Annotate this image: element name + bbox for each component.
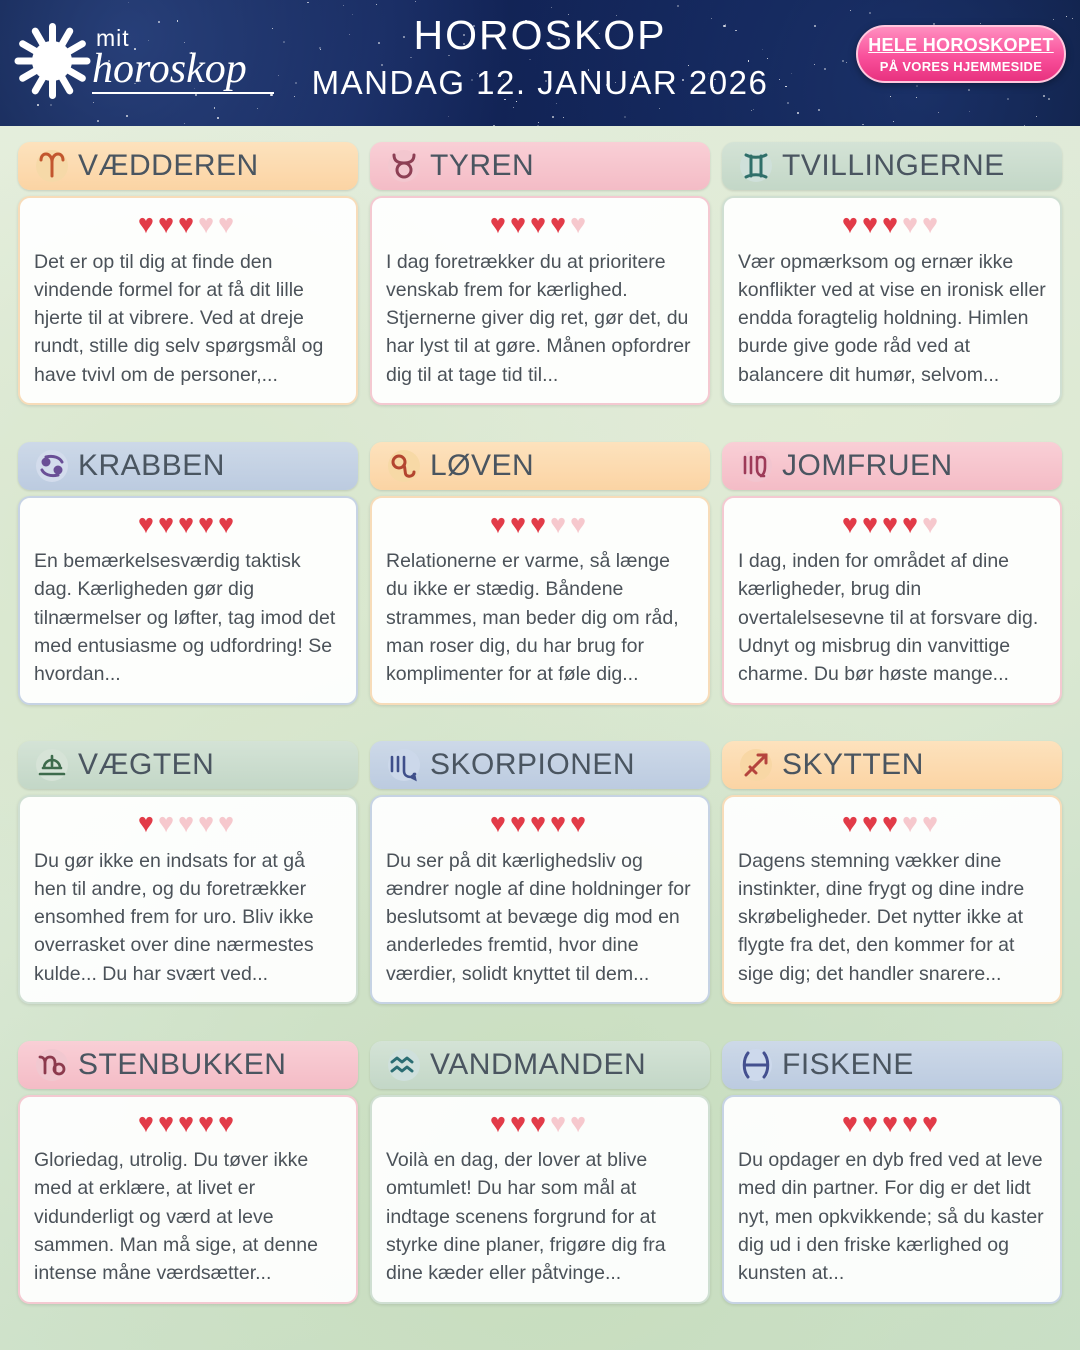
cta-line-2: PÅ VORES HJEMMESIDE: [879, 59, 1043, 74]
page-date: MANDAG 12. JANUAR 2026: [311, 64, 769, 101]
zodiac-card[interactable]: [722, 741, 1062, 1037]
aquarius-icon: [384, 1046, 424, 1084]
zodiac-card-body: [18, 496, 358, 705]
horoscope-text: I dag foretrækker du at prioritere venskab frem for kærlighed. Stjernerne giver dig ret, gør det, du har lyst til at gøre. Månen opfordrer dig til at tage tid til...: [386, 250, 691, 386]
sagittarius-icon: [736, 746, 776, 784]
page-header: [0, 0, 1080, 126]
zodiac-card-body: [722, 496, 1062, 705]
love-rating: ♥♥♥♥♥: [137, 808, 239, 838]
horoscope-text: Gloriedag, utrolig. Du tøver ikke med at erklære, at livet er vidunderligt og værd at leve sammen. Man må sige, at denne intense måne værdsætter...: [34, 1149, 318, 1285]
zodiac-sign-name: FISKENE: [782, 1047, 914, 1081]
pisces-icon: [736, 1046, 776, 1084]
zodiac-sign-name: TYREN: [430, 149, 535, 182]
logo-line-2: horoskop: [92, 46, 247, 92]
libra-icon: [32, 746, 72, 784]
horoscope-text: Du ser på dit kærlighedsliv og ændrer nogle af dine holdninger for beslutsomt at bevæge dig mod en anderledes fremtid, hvor dine værdier, solidt knyttet til dem...: [386, 849, 691, 985]
zodiac-sign-name: LØVEN: [430, 448, 535, 482]
zodiac-sign-name: SKYTTEN: [782, 748, 924, 781]
love-rating: ♥♥♥♥♥: [841, 508, 943, 539]
zodiac-card-header[interactable]: [370, 741, 710, 789]
zodiac-card[interactable]: [18, 142, 358, 438]
zodiac-card-body: [370, 196, 710, 405]
zodiac-grid: [0, 126, 1080, 1350]
horoscope-text: Dagens stemning vækker dine instinkter, dine frygt og dine indre skrøbeligheder. Det nytter ikke at flygte fra det, den kommer for at sige dig; det handler snarere...: [738, 849, 1025, 985]
leo-icon: [384, 447, 424, 485]
horoscope-text: Relationerne er varme, så længe du ikke er stædig. Båndene strammes, man beder dig om råd, man roser dig, du har brug for komplimenter for at føle dig...: [386, 550, 679, 686]
zodiac-card-header[interactable]: [722, 142, 1062, 190]
cancer-icon: [32, 447, 72, 485]
love-rating: ♥♥♥♥♥: [841, 1107, 943, 1138]
zodiac-card-body: [370, 795, 710, 1004]
zodiac-card-header[interactable]: [18, 741, 358, 789]
zodiac-card[interactable]: [370, 741, 710, 1037]
zodiac-card[interactable]: [722, 1041, 1062, 1337]
zodiac-card-body: [370, 1095, 710, 1304]
horoscope-text: Voilà en dag, der lover at blive omtumlet! Du har som mål at indtage scenens forgrund for at styrke dine planer, frigøre dig fra dine kæder eller påtvinge...: [386, 1149, 666, 1285]
taurus-icon: [384, 147, 424, 185]
horoscope-text: En bemærkelsesværdig taktisk dag. Kærligheden gør dig tilnærmelser og løfter, tag imod det med entusiasme og udfordring! Se hvordan...: [34, 550, 336, 686]
zodiac-card-header[interactable]: [722, 741, 1062, 789]
capricorn-icon: [32, 1046, 72, 1084]
zodiac-card[interactable]: [370, 442, 710, 738]
zodiac-card-header[interactable]: [722, 1041, 1062, 1089]
horoscope-text: I dag, inden for området af dine kærligheder, brug din overtalelsesevne til at forsvare dig. Udnyt og misbrug din vanvittige charme. Du bør høste mange...: [738, 550, 1039, 686]
zodiac-card-body: [18, 795, 358, 1004]
zodiac-sign-name: SKORPIONEN: [430, 748, 636, 781]
cta-line-1: HELE HOROSKOPET: [868, 35, 1054, 55]
horoscope-text: Vær opmærksom og ernær ikke konflikter ved at vise en ironisk eller endda foragtelig holdning. Himlen burde give gode råd ved at balancere dit humør, selvom...: [738, 250, 1046, 386]
horoscope-text: Du opdager en dyb fred ved at leve med din partner. For dig er det lidt nyt, men opkvikkende; så du kaster dig ud i den friske kærlighed og kunsten at...: [738, 1149, 1044, 1285]
zodiac-card[interactable]: [722, 442, 1062, 738]
love-rating: ♥♥♥♥♥: [489, 209, 591, 239]
zodiac-card[interactable]: [370, 1041, 710, 1337]
zodiac-sign-name: VANDMANDEN: [430, 1047, 647, 1081]
zodiac-sign-name: TVILLINGERNE: [782, 149, 1005, 182]
zodiac-card-body: [18, 1095, 358, 1304]
love-rating: ♥♥♥♥♥: [137, 209, 239, 239]
zodiac-sign-name: VÆDDEREN: [78, 149, 259, 182]
cta-button[interactable]: [856, 25, 1066, 83]
horoscope-text: Du gør ikke en indsats for at gå hen til andre, og du foretrækker ensomhed frem for uro. Bliv ikke overrasket over dine nærmestes kulde... Du har svært ved...: [34, 849, 314, 985]
zodiac-card[interactable]: [18, 741, 358, 1037]
page-title: HOROSKOP: [413, 12, 667, 58]
zodiac-sign-name: STENBUKKEN: [78, 1047, 287, 1081]
love-rating: ♥♥♥♥♥: [841, 209, 943, 239]
zodiac-card-header[interactable]: [722, 442, 1062, 490]
love-rating: ♥♥♥♥♥: [137, 1107, 239, 1138]
love-rating: ♥♥♥♥♥: [841, 808, 943, 838]
love-rating: ♥♥♥♥♥: [137, 508, 239, 539]
horoscope-text: Det er op til dig at finde den vindende formel for at få dit lille hjerte til at vibrere. Ved at dreje rundt, stille dig selv spørgsmål og have tvivl om de personer,...: [34, 250, 324, 386]
zodiac-card-body: [722, 795, 1062, 1004]
love-rating: ♥♥♥♥♥: [489, 808, 591, 838]
zodiac-card-header[interactable]: [18, 1041, 358, 1089]
zodiac-card-header[interactable]: [370, 442, 710, 490]
logo-line-1: mit: [96, 25, 130, 51]
zodiac-card[interactable]: [370, 142, 710, 438]
zodiac-card-header[interactable]: [18, 442, 358, 490]
zodiac-card-body: [18, 196, 358, 405]
zodiac-sign-name: VÆGTEN: [78, 748, 215, 781]
zodiac-card-header[interactable]: [370, 142, 710, 190]
zodiac-card[interactable]: [18, 1041, 358, 1337]
gemini-icon: [736, 147, 776, 185]
zodiac-card-header[interactable]: [18, 142, 358, 190]
zodiac-card-body: [722, 196, 1062, 405]
zodiac-card[interactable]: [18, 442, 358, 738]
aries-icon: [32, 147, 72, 185]
zodiac-sign-name: KRABBEN: [78, 448, 225, 482]
love-rating: ♥♥♥♥♥: [489, 508, 591, 539]
scorpio-icon: [384, 746, 424, 784]
love-rating: ♥♥♥♥♥: [489, 1107, 591, 1138]
zodiac-card-body: [370, 496, 710, 705]
zodiac-card-body: [722, 1095, 1062, 1304]
virgo-icon: [736, 447, 776, 485]
zodiac-sign-name: JOMFRUEN: [782, 448, 953, 482]
zodiac-card[interactable]: [722, 142, 1062, 438]
zodiac-card-header[interactable]: [370, 1041, 710, 1089]
